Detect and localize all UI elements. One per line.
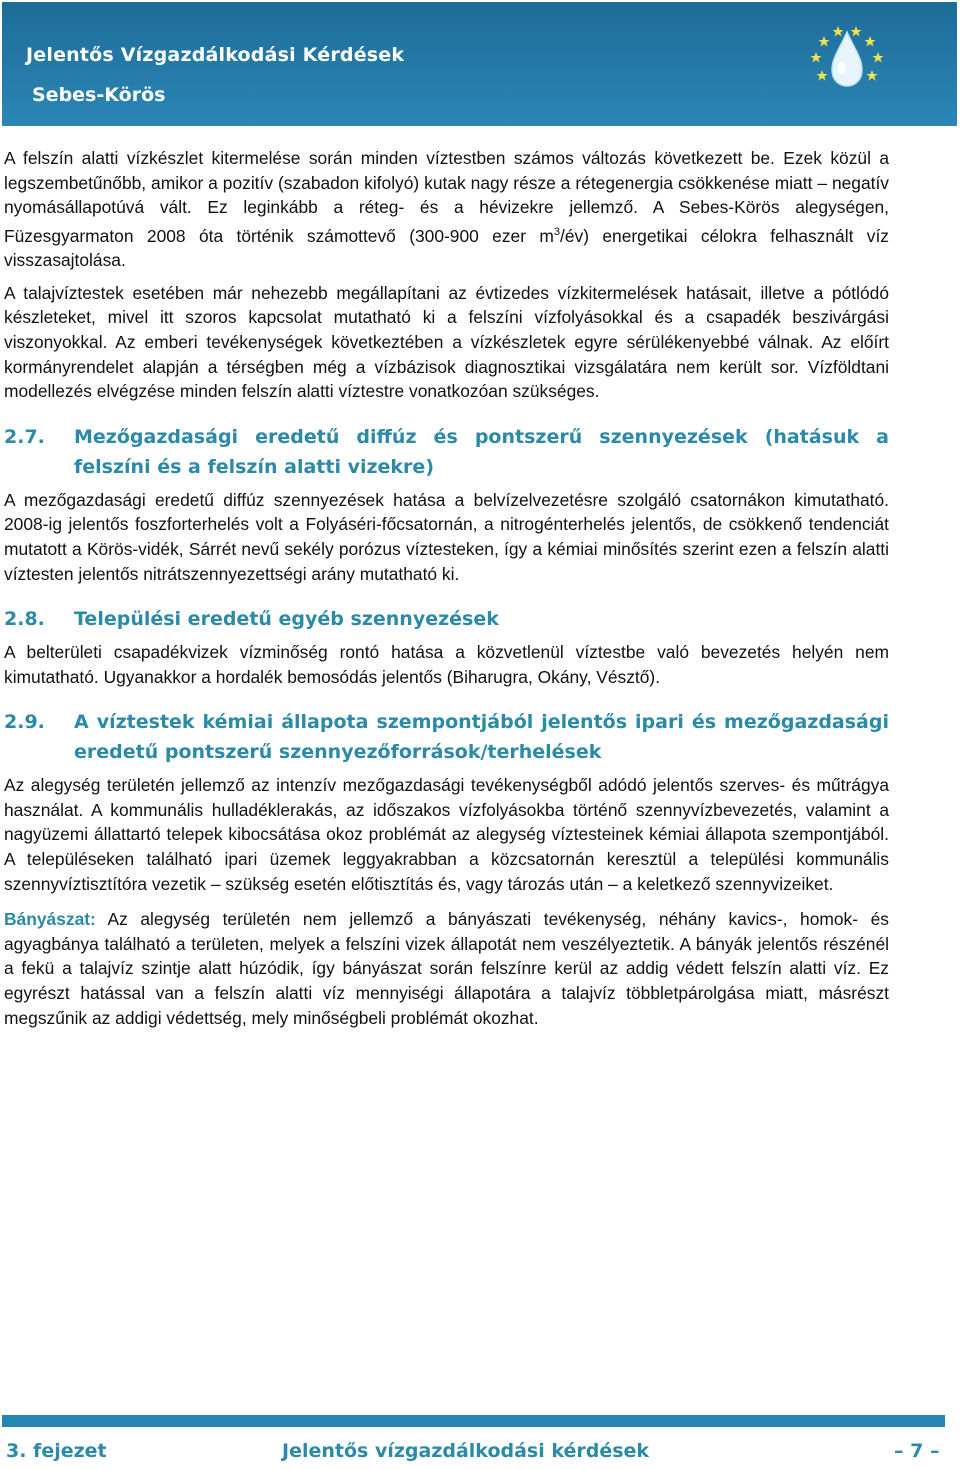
paragraph-shallow-groundwater: A talajvíztestek esetében már nehezebb megállapítani az évtizedes vízkitermelések hatásait, illetve a pótlódó készleteket, mivel itt szoros kapcsolat mutatható ki a felszíni vízfolyásokkal és a csapadék beszivárgási viszonyokkal. Az emberi tevékenységek következtében a vízkészletek egyre sérülékenyebbé válnak. Az előírt kormányrendelet alapján a térségben még a vízbázisok diagnosztikai vizsgálatára nem került sor. Vízföldtani modellezés elvégzése minden felszín alatti víztestre vonatkozóan szükséges. [4, 282, 889, 402]
superscript: 3 [553, 225, 561, 238]
section-number: 2.8. [4, 608, 45, 631]
header-title: Jelentős Vízgazdálkodási Kérdések [26, 44, 405, 66]
footer-chapter: 3. fejezet [6, 1440, 107, 1462]
paragraph-agricultural-diffuse: A mezőgazdasági eredetű diffúz szennyezések hatása a belvízelvezetésre szolgáló csatornákon kimutatható. 2008-ig jelentős foszforterhelés volt a Folyáséri-főcsatornán, a nitrogénterhelés jelentős, de csökkenő tendenciát mutatott a Körös-vidék, Sárrét nevű sekély porózus víztesteken, így a kémiai minősítés szerint ezen a felszín alatti víztesten jelentős nitrátszennyezettségi arány mutatható ki. [4, 489, 889, 584]
section-number: 2.7. [4, 425, 45, 448]
section-heading-2-9 [4, 707, 889, 767]
paragraph-point-sources: Az alegység területén jellemző az intenzív mezőgazdasági tevékenységből adódó jelentős szerves- és műtrágya használat. A kommunális hulladéklerakás, az időszakos vízfolyásokba történő szennyvízbevezetés, valamint a nagyüzemi állattartó telepek kibocsátása okoz problémát az alegység víztesteinek kémiai állapota szempontjából. A településeken található ipari üzemek leggyakrabban a közcsatornán keresztül a települési kommunális szennyvíztisztítóra vezetik – szükség esetén előtisztítás és, vagy tározás után – a keletkező szennyvizeiket. [4, 775, 889, 894]
section-heading-2-7 [4, 422, 889, 482]
section-heading-2-8 [4, 604, 889, 634]
footer-rule [2, 1415, 945, 1427]
footer-title: Jelentős vízgazdálkodási kérdések [282, 1440, 650, 1462]
paragraph-mining: Bányászat: Az alegység területén nem jellemző a bányászati tevékenység, néhány kavics-, homok- és agyagbánya található a területen, melyek a felszíni vizek állapotát nem veszélyeztetik. A bányák jelentős részénél a fekü a talajvíz szintje alatt húzódik, így bányászat során felszínre kerül az addig védett felszín alatti víz. Ez egyrészt hatással van a felszín alatti víz mennyiségi állapotára a talajvíz többletpárolgása miatt, másrészt megszűnik az addigi védettség, mely minőségbeli problémát okozhat. [4, 909, 889, 1028]
water-drop-eu-stars-icon [802, 14, 892, 104]
section-title: A víztestek kémiai állapota szempontjából jelentős ipari és mezőgazdasági eredetű pontszerű szennyezőforrások/terhelések [74, 711, 889, 764]
header-subtitle: Sebes-Körös [32, 84, 166, 106]
page-number: – 7 – [894, 1440, 940, 1462]
section-title: Települési eredetű egyéb szennyezések [74, 608, 499, 631]
header-banner [2, 2, 957, 126]
paragraph-settlement-pollution: A belterületi csapadékvizek vízminőség rontó hatása a közvetlenül víztestbe való bevezetés helyén nem kimutatható. Ugyanakkor a hordalék bemosódás jelentős (Biharugra, Okány, Vésztő). [4, 642, 889, 687]
document-body [4, 146, 889, 1041]
section-number: 2.9. [4, 711, 45, 734]
paragraph-groundwater-changes: A felszín alatti vízkészlet kitermelése során minden víztestben számos változás következett be. Ezek közül a legszembetűnőbb, amikor a pozitív (szabadon kifolyó) kutak nagy része a rétegenergia csökkenése miatt – negatív nyomásállapotúvá vált. Ez leginkább a réteg- és a hévizekre jellemző. A Sebes-Körös alegységen, Füzesgyarmaton 2008 óta történik számottevő (300-900 ezer $m^3/év$) energetikai célokra felhasznált víz visszasajtolása. [4, 148, 889, 271]
section-title: Mezőgazdasági eredetű diffúz és pontszerű szennyezések (hatásuk a felszíni és a felszín alatti vizekre) [74, 425, 889, 478]
mining-lead: Bányászat: [4, 909, 96, 930]
